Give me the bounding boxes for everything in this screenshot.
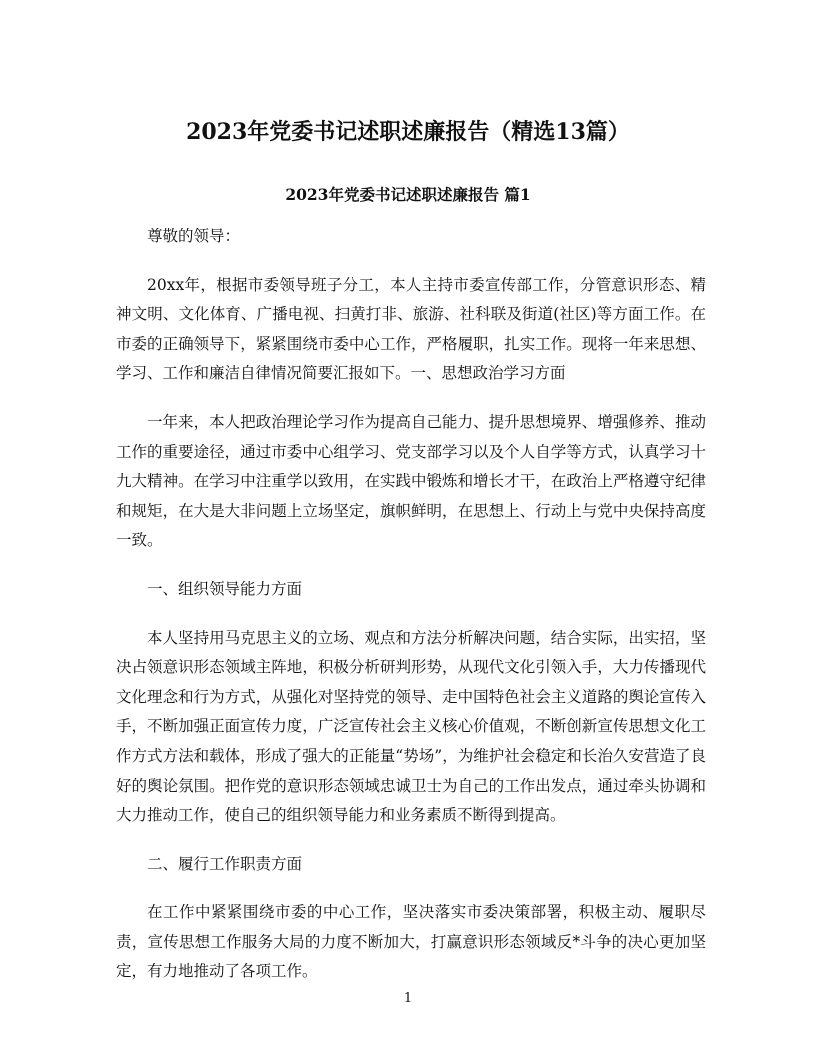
subheading-paragraph: 一、组织领导能力方面: [147, 579, 303, 598]
document-body: [116, 222, 706, 1006]
body-paragraph: 一年来，本人把政治理论学习作为提高自己能力、提升思想境界、增强修养、推动工作的重要途径，通过市委中心组学习、党支部学习以及个人自学等方式，认真学习十九大精神。在学习中注重学以致用，在实践中锻炼和增长才干，在政治上严格遵守纪律和规矩，在大是大非问题上立场坚定，旗帜鲜明，在思想上、行动上与党中央保持高度一致。: [116, 412, 706, 550]
subheading-paragraph: 二、履行工作职责方面: [147, 854, 303, 873]
page-number: 1: [403, 991, 413, 1006]
section-title: 2023年党委书记述职述廉报告 篇1: [285, 185, 531, 204]
body-paragraph: 在工作中紧紧围绕市委的中心工作，坚决落实市委决策部署，积极主动、履职尽责，宣传思想工作服务大局的力度不断加大，打赢意识形态领域反*斗争的决心更加坚定，有力地推动了各项工作。: [116, 903, 706, 981]
salutation-paragraph: 尊敬的领导：: [147, 227, 241, 245]
body-paragraph: 本人坚持用马克思主义的立场、观点和方法分析解决问题，结合实际，出实招，坚决占领意识形态领域主阵地，积极分析研判形势，从现代文化引领入手，大力传播现代文化理念和行为方式，从强化对坚持党的领导、走中国特色社会主义道路的舆论宣传入手，不断加强正面宣传力度，广泛宣传社会主义核心价值观，不断创新宣传思想文化工作方式方法和载体，形成了强大的正能量“势场”，为维护社会稳定和长治久安营造了良好的舆论氛围。把作党的意识形态领域忠诚卫士为自己的工作出发点，通过牵头协调和大力推动工作，使自己的组织领导能力和业务素质不断得到提高。: [116, 628, 706, 825]
intro-paragraph: 20xx年，根据市委领导班子分工，本人主持市委宣传部工作，分管意识形态、精神文明、文化体育、广播电视、扫黄打非、旅游、社科联及街道(社区)等方面工作。在市委的正确领导下，紧紧围绕市委中心工作，严格履职，扎实工作。现将一年来思想、学习、工作和廉洁自律情况简要汇报如下。一、思想政治学习方面: [116, 275, 706, 383]
document-title: 2023年党委书记述职述廉报告（精选13篇）: [186, 119, 630, 145]
